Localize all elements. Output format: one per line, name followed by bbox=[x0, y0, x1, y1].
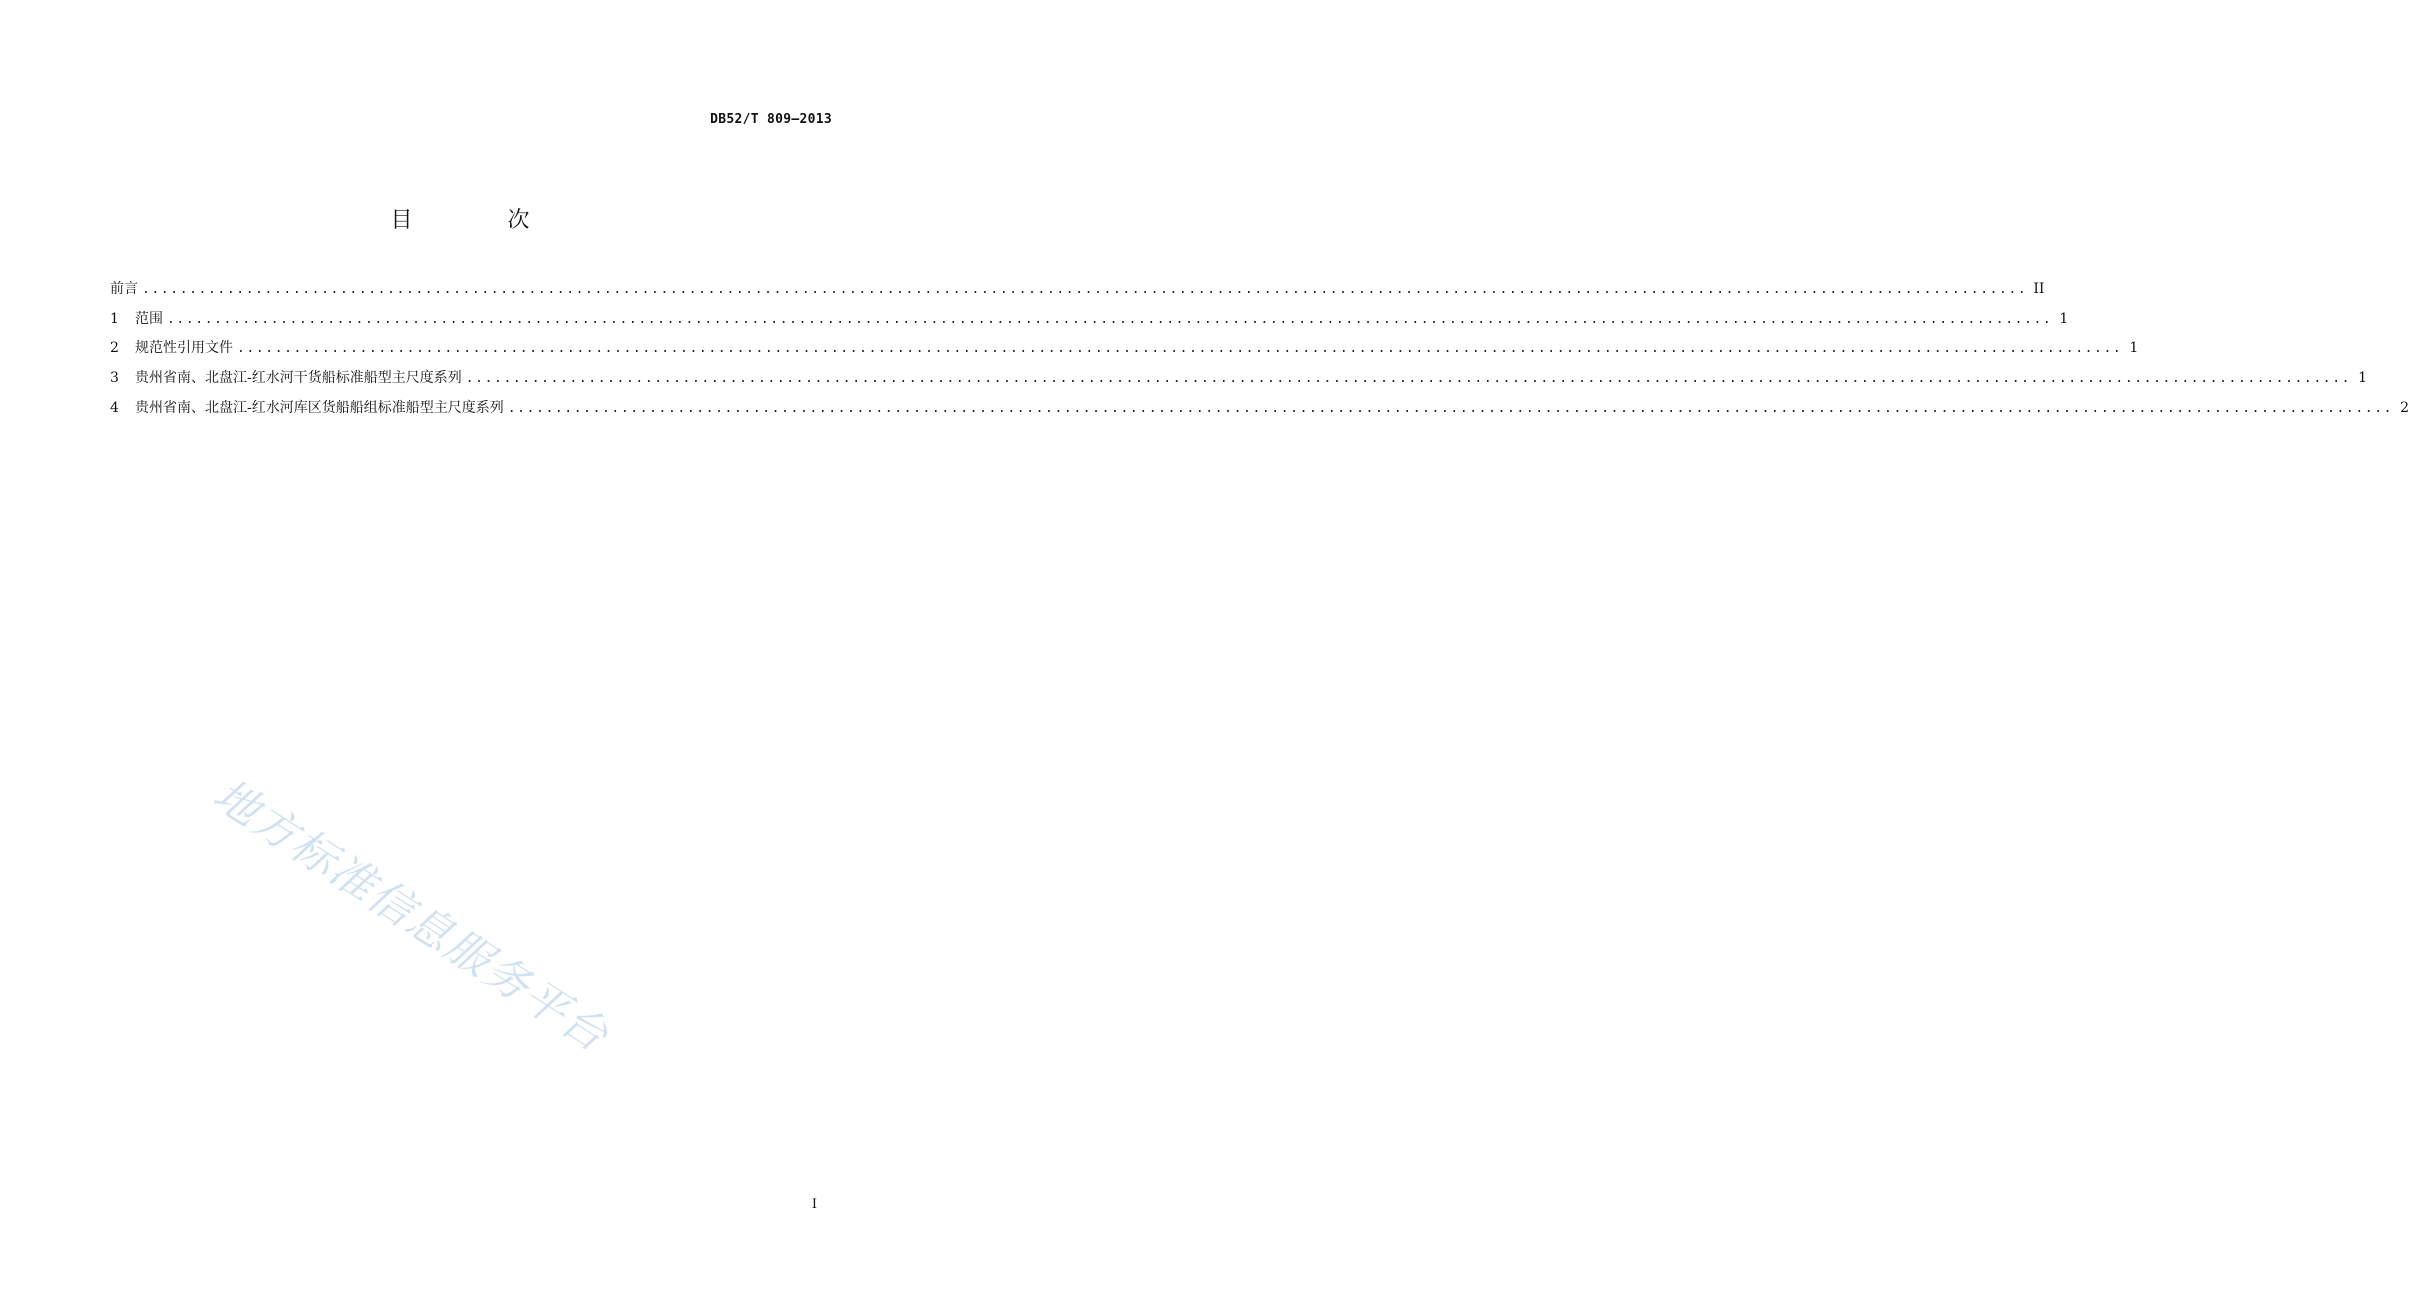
toc-entry-number: 4 bbox=[110, 399, 119, 416]
toc-entry-scope[interactable] bbox=[110, 308, 2069, 338]
toc-entry-text: 贵州省南、北盘江-红水河库区货船船组标准船型主尺度系列 bbox=[135, 399, 504, 416]
toc-entry-number: 1 bbox=[110, 310, 119, 327]
table-of-contents bbox=[110, 278, 2409, 426]
toc-dot-leader: ........................................................................................................................................................................................................ bbox=[142, 282, 2028, 297]
toc-entry-preface[interactable] bbox=[110, 278, 2045, 308]
toc-entry-number: 2 bbox=[110, 340, 119, 357]
toc-entry-text: 贵州省南、北盘江-红水河干货船标准船型主尺度系列 bbox=[135, 370, 462, 387]
toc-entry-number: 3 bbox=[110, 370, 119, 387]
toc-entry-page: 2 bbox=[2400, 399, 2409, 416]
document-code: DB52/T 809—2013 bbox=[710, 112, 832, 127]
toc-entry-text: 规范性引用文件 bbox=[135, 340, 233, 357]
watermark: 地方标准信息服务平台 bbox=[204, 769, 618, 1063]
toc-entry-reservoir-convoy-series[interactable] bbox=[110, 397, 2409, 427]
toc-dot-leader: ........................................................................................................................................................................................................ bbox=[167, 311, 2053, 327]
toc-dot-leader: ........................................................................................................................................................................................................ bbox=[507, 400, 2394, 416]
toc-title: 目 次 bbox=[390, 208, 574, 233]
toc-dot-leader: ........................................................................................................................................................................................................ bbox=[465, 371, 2352, 387]
toc-entry-dry-cargo-ship-series[interactable] bbox=[110, 367, 2368, 397]
toc-entry-page: 1 bbox=[2059, 310, 2069, 327]
page-number: I bbox=[811, 1197, 817, 1212]
toc-entry-page: 1 bbox=[2129, 340, 2139, 357]
toc-entry-text: 前言 bbox=[110, 281, 138, 297]
toc-entry-text: 范围 bbox=[135, 310, 163, 327]
toc-dot-leader: ........................................................................................................................................................................................................ bbox=[237, 341, 2123, 357]
toc-entry-page: 1 bbox=[2358, 370, 2368, 387]
toc-entry-page: II bbox=[2033, 281, 2045, 297]
toc-entry-normative-references[interactable] bbox=[110, 337, 2139, 367]
